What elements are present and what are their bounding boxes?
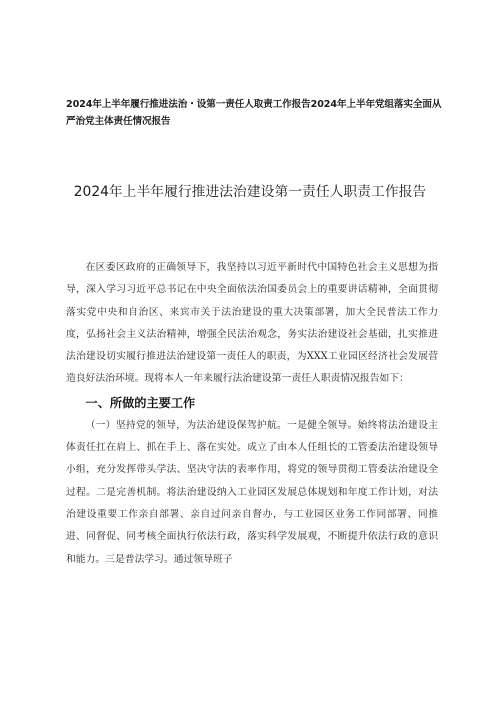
document-title: 2024年上半年履行推进法治建设第一责任人职责工作报告 — [73, 184, 427, 200]
section-paragraph: （一）坚持党的领导，为法治建设保驾护航。一是健全领导。始终将法治建设主体责任扛在肩上、抓在手上、落在实处。成立了由本人任组长的工管委法治建设领导小组，充分发挥带头学法、坚决守法的表率作用，将党的领导贯彻工管委法治建设全过程。二是完善机制。将法治建设纳入工业园区发展总体规划和年度工作计划，对法治建设重要工作亲自部署、亲自过问亲自督办，与工业园区业务工作同部署、同推进、同督促、同考核全面执行依法行政，落实科学发展观，不断提升依法行政的意识和能力。三是普法学习。通过领导班子 — [66, 419, 438, 565]
document-header-title: 2024年上半年履行推进法治・设第一责任人取责工作报告2024年上半年党组落实全面从严治党主体责任情况报告 — [66, 99, 442, 127]
section-heading: 一、所做的主要工作 — [85, 395, 196, 410]
intro-paragraph: 在区委区政府的正确领导下，我坚持以习近平新时代中国特色社会主义思想为指导，深入学习习近平总书记在中央全面依法治国委员会上的重要讲话精神，全面贯彻落实党中央和自治区、来宾市关于法治建设的重大决策部署，加大全民普法工作力度，弘扬社会主义法治精神，增强全民法治观念，务实法治建设社会基础，扎实推进法治建设切实履行推进法治建设第一责任人的职责，为XXX工业园区经济社会发展营造良好法治环境。现将本人一年来履行法治建设第一责任人职责情况报告如下： — [66, 262, 438, 385]
document-body — [66, 257, 438, 571]
